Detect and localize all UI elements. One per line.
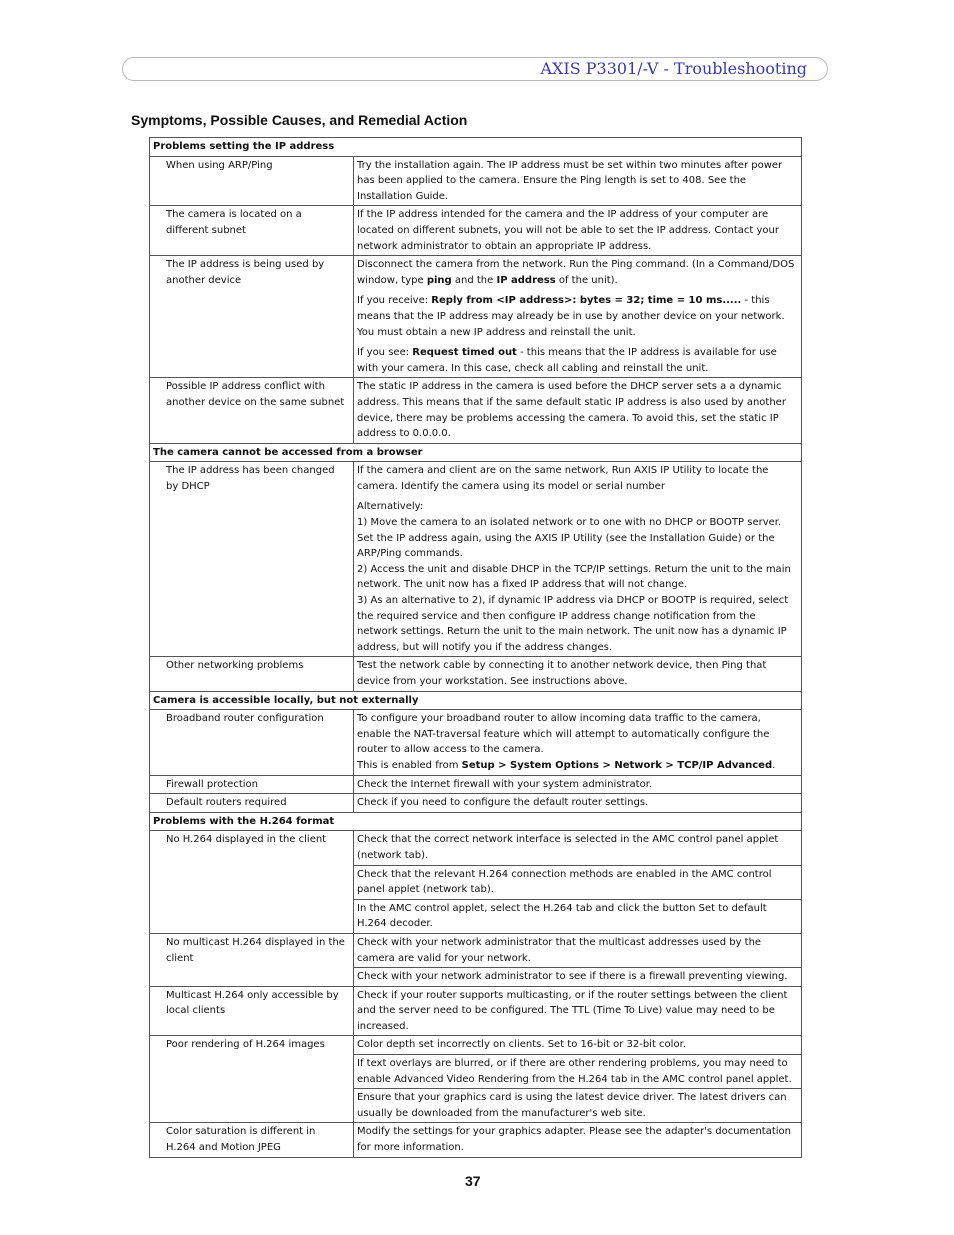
symptom-cell: Poor rendering of H.264 images (150, 1036, 354, 1123)
table-row (150, 1036, 802, 1055)
action-cell: Check the Internet firewall with your system administrator. (354, 775, 802, 794)
action-cell: Check if you need to configure the default router settings. (354, 794, 802, 813)
menu-path-text: Setup > System Options > Network > TCP/IP Advanced (461, 759, 773, 771)
text-span: - this means that the IP address is available for use with your camera. In this case, check all cabling and reinstall the unit. (357, 347, 777, 374)
action-cell: Check with your network administrator to see if there is a firewall preventing viewing. (354, 968, 802, 987)
symptom-cell: The camera is located on a different subnet (150, 206, 354, 256)
table-row (150, 1123, 802, 1157)
action-paragraph (357, 257, 797, 288)
symptom-cell: Possible IP address conflict with another device on the same subnet (150, 378, 354, 443)
group-title: Problems setting the IP address (150, 138, 802, 157)
action-paragraph: 1) Move the camera to an isolated network or to one with no DHCP or BOOTP server. Set the IP address again, using the AXIS IP Utility (see the Installation Guide) or the ARP/Ping commands. (357, 517, 782, 560)
troubleshooting-table (149, 137, 802, 1158)
action-cell (354, 256, 802, 378)
table-row (150, 657, 802, 691)
table-row (150, 156, 802, 206)
table-row (150, 933, 802, 967)
action-paragraph: If the camera and client are on the same network, Run AXIS IP Utility to locate the camera. Identify the camera using its model or serial number (357, 465, 769, 492)
table-row (150, 831, 802, 865)
group-title: Problems with the H.264 format (150, 812, 802, 831)
action-paragraph (357, 345, 797, 376)
action-cell: Modify the settings for your graphics adapter. Please see the adapter's documentation for more information. (354, 1123, 802, 1157)
action-paragraph: 2) Access the unit and disable DHCP in the TCP/IP settings. Return the unit to the main network. The unit now has a fixed IP address that will not change. (357, 563, 791, 591)
symptom-cell: The IP address is being used by another device (150, 256, 354, 378)
section-title: Symptoms, Possible Causes, and Remedial Action (131, 112, 468, 128)
table-row (150, 775, 802, 794)
action-cell (354, 462, 802, 657)
symptom-cell: Other networking problems (150, 657, 354, 691)
action-cell (354, 710, 802, 775)
table-row (150, 206, 802, 256)
action-cell: If the IP address intended for the camera and the IP address of your computer are located on different subnets, you will not be able to set the IP address. Contact your network administrator to obtain an appropriate IP address. (354, 206, 802, 256)
group-header-row (150, 812, 802, 831)
action-cell: Check that the relevant H.264 connection methods are enabled in the AMC control panel applet (network tab). (354, 865, 802, 899)
symptom-cell: The IP address has been changed by DHCP (150, 462, 354, 657)
action-cell: If text overlays are blurred, or if there are other rendering problems, you may need to enable Advanced Video Rendering from the H.264 tab in the AMC control panel applet. (354, 1055, 802, 1089)
action-paragraph (357, 758, 797, 774)
action-paragraph: To configure your broadband router to allow incoming data traffic to the camera, enable the NAT-traversal feature which will attempt to automatically configure the router to allow access to the camera. (357, 713, 770, 756)
text-span: and the (451, 274, 497, 286)
table-row (150, 462, 802, 657)
action-paragraph: Alternatively: (357, 501, 424, 513)
text-span: . (772, 759, 776, 771)
symptom-cell: Broadband router configuration (150, 710, 354, 775)
text-span: If you see: (357, 347, 413, 359)
table-row (150, 710, 802, 775)
text-span: - this means that the IP address may already be in use by another device on your network. You must obtain a new IP address and reinstall the unit. (357, 295, 785, 338)
symptom-cell: Firewall protection (150, 775, 354, 794)
reply-text: Request timed out (412, 347, 517, 359)
action-cell: Check if your router supports multicasting, or if the router settings between the client and the server need to be configured. The TTL (Time To Live) value may need to be increased. (354, 986, 802, 1036)
command-text: IP address (496, 274, 556, 286)
text-span: This is enabled from (357, 759, 462, 771)
group-header-row (150, 443, 802, 462)
symptom-cell: Default routers required (150, 794, 354, 813)
action-cell: In the AMC control applet, select the H.264 tab and click the button Set to default H.264 decoder. (354, 899, 802, 933)
symptom-cell: When using ARP/Ping (150, 156, 354, 206)
text-span: Disconnect the camera from the network. Run the Ping command. (In a Command/DOS window, type (357, 259, 795, 286)
action-cell: Check that the correct network interface is selected in the AMC control panel applet (network tab). (354, 831, 802, 865)
action-paragraph: 3) As an alternative to 2), if dynamic IP address via DHCP or BOOTP is required, select the required service and then configure IP address change notification from the network settings. Return the unit to the main network. The unit now has a dynamic IP address, but will notify you if the address changes. (357, 595, 789, 653)
table-row (150, 378, 802, 443)
action-cell: Ensure that your graphics card is using the latest device driver. The latest drivers can usually be downloaded from the manufacturer's web site. (354, 1089, 802, 1123)
symptom-cell: Multicast H.264 only accessible by local clients (150, 986, 354, 1036)
table-row (150, 794, 802, 813)
symptom-cell: No multicast H.264 displayed in the client (150, 933, 354, 986)
action-cell: Try the installation again. The IP address must be set within two minutes after power has been applied to the camera. Ensure the Ping length is set to 408. See the Installation Guide. (354, 156, 802, 206)
reply-text: Reply from <IP address>: bytes = 32; time = 10 ms..... (431, 295, 742, 307)
action-cell: Check with your network administrator that the multicast addresses used by the camera are valid for your network. (354, 933, 802, 967)
group-title: Camera is accessible locally, but not externally (150, 691, 802, 710)
symptom-cell: Color saturation is different in H.264 and Motion JPEG (150, 1123, 354, 1157)
text-span: of the unit). (555, 274, 618, 286)
table-row (150, 986, 802, 1036)
text-span: If you receive: (357, 295, 432, 307)
group-title: The camera cannot be accessed from a browser (150, 443, 802, 462)
action-cell: Color depth set incorrectly on clients. Set to 16-bit or 32-bit color. (354, 1036, 802, 1055)
table-row (150, 256, 802, 378)
command-text: ping (426, 274, 452, 286)
action-cell: The static IP address in the camera is used before the DHCP server sets a a dynamic address. This means that if the same default static IP address is also used by another device, there may be problems accessing the camera. To avoid this, set the static IP address to 0.0.0.0. (354, 378, 802, 443)
symptom-cell: No H.264 displayed in the client (150, 831, 354, 934)
action-cell: Test the network cable by connecting it to another network device, then Ping that device from your workstation. See instructions above. (354, 657, 802, 691)
action-paragraph (357, 293, 797, 340)
group-header-row (150, 138, 802, 157)
group-header-row (150, 691, 802, 710)
header-title: AXIS P3301/-V - Troubleshooting (540, 59, 807, 78)
page-number: 37 (465, 1173, 481, 1189)
